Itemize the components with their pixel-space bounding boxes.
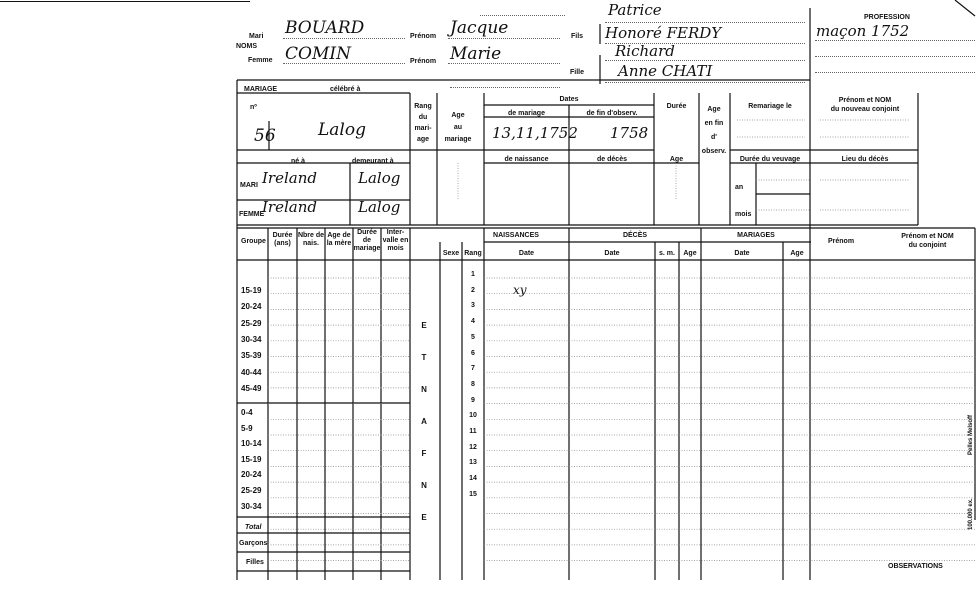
rank-number: 6 [471, 349, 475, 357]
label-naissances-date: Date [518, 250, 535, 257]
label-fils: Fils [571, 33, 584, 40]
label-sm: s. m. [659, 250, 675, 257]
label-duree-veuvage: Durée du veuvage [739, 156, 801, 163]
label-femme-row: FEMME [239, 211, 265, 218]
rank-number: 8 [471, 380, 475, 388]
label-dates: Dates [559, 96, 579, 103]
label-age-de-la-mere: Age de la mère [326, 232, 352, 247]
label-profession: PROFESSION [864, 14, 910, 21]
print-run: 100.000 ex. [968, 498, 974, 530]
age-group-label: 25-29 [241, 486, 262, 495]
rank-number: 10 [469, 412, 477, 420]
enfants-letter: F [421, 449, 427, 458]
age-group-label: 15-19 [241, 286, 262, 295]
label-rang-du-mariage: Rang du mari- age [414, 103, 432, 143]
fils-top: Patrice [608, 1, 662, 19]
mari-nom: BOUARD [285, 18, 365, 38]
enfants-letter: T [421, 353, 427, 362]
fils-1: Honoré FERDY [605, 24, 722, 42]
label-duree: Durée [666, 103, 687, 110]
rank-number: 4 [471, 318, 475, 326]
label-naissances: NAISSANCES [493, 232, 539, 239]
mariage-lieu: Lalog [318, 120, 366, 140]
rank-number: 15 [469, 490, 477, 498]
label-nbre-de-nais: Nbre de nais. [297, 232, 325, 247]
label-groupe: Groupe [241, 238, 266, 245]
enfants-letter: E [421, 513, 427, 522]
age-group-label: 40-44 [241, 367, 262, 377]
rank-number: 3 [471, 302, 475, 310]
label-celebre-a: célébré à [330, 86, 361, 93]
rank-number: 11 [469, 428, 477, 435]
label-an: an [735, 184, 744, 191]
age-group-label: 20-24 [241, 302, 262, 312]
label-prenom-femme: Prénom [410, 58, 437, 65]
top-left-rule [0, 1, 250, 2]
femme-ne-a: Ireland [262, 198, 317, 216]
label-de-naissance: de naissance [504, 156, 549, 163]
age-group-label: 0-4 [241, 408, 253, 417]
label-prenom-nom-nouveau: Prénom et NOM du nouveau conjoint [830, 97, 900, 113]
rank-number: 13 [469, 459, 477, 467]
femme-prenom: Marie [450, 44, 502, 64]
label-mariages: MARIAGES [737, 232, 775, 239]
label-age-au-mariage: Age au mariage [444, 112, 472, 143]
enfants-letter: E [421, 321, 427, 330]
label-sexe: Sexe [442, 250, 460, 257]
rank-number: 2 [471, 286, 475, 294]
label-mari-row: MARI [240, 182, 258, 189]
age-group-label: 25-29 [241, 318, 262, 328]
label-garcons: Garçons [239, 540, 268, 547]
mari-prenom: Jacque [450, 18, 509, 38]
mariage-no: 56 [254, 126, 276, 146]
enfants-letter: N [421, 385, 427, 394]
label-mariages-age: Age [790, 250, 804, 257]
label-ne-a: né à [291, 158, 306, 165]
label-deces-date: Date [604, 250, 620, 257]
label-age-fin-observ: Age en fin d' observ. [701, 106, 727, 155]
femme-demeurant-a: Lalog [358, 198, 401, 216]
label-de-fin-observ: de fin d'observ. [586, 110, 638, 117]
label-de-deces: de décès [597, 156, 627, 163]
age-group-label: 30-34 [241, 334, 262, 344]
label-no: nº [250, 104, 257, 111]
date-fin-observ: 1758 [610, 124, 649, 142]
label-remariage-le: Remariage le [748, 103, 792, 110]
fils-2: Richard [615, 42, 675, 60]
label-prenom-mari: Prénom [410, 33, 437, 40]
label-intervalle-en-mois: Inter- valle en mois [382, 229, 409, 252]
age-group-label: 15-19 [241, 454, 262, 464]
label-mariages-date: Date [734, 250, 750, 257]
mari-ne-a: Ireland [262, 169, 317, 187]
date-mariage: 13,11,1752 [492, 124, 578, 142]
rank-number: 14 [469, 475, 477, 483]
rank-number: 12 [469, 443, 477, 451]
age-group-label: 45-49 [241, 383, 262, 393]
printer-mark: Pelles Melsoff [968, 414, 974, 455]
age-group-label: 5-9 [241, 423, 253, 433]
mari-demeurant-a: Lalog [358, 169, 401, 187]
age-group-label: 10-14 [241, 439, 262, 449]
label-demeurant-a: demeurant à [352, 158, 394, 165]
rank-number: 5 [471, 333, 475, 341]
rank-number: 7 [471, 365, 475, 373]
label-mari: Mari [249, 33, 264, 40]
rank-number: 1 [471, 271, 475, 278]
label-total: Total [245, 524, 262, 531]
label-mariage: MARIAGE [244, 86, 278, 93]
label-filles: Filles [246, 559, 264, 566]
profession-value: maçon 1752 [816, 22, 910, 40]
enfants-letter: A [421, 417, 427, 426]
age-group-label: 30-34 [241, 501, 262, 511]
label-deces-age: Age [683, 250, 697, 257]
age-group-label: 35-39 [241, 351, 262, 361]
fille-1: Anne CHATI [618, 62, 713, 80]
label-duree-de-mariage: Durée de mariage [353, 229, 381, 252]
label-lieu-du-deces: Lieu du décès [841, 156, 889, 163]
label-femme: Femme [248, 57, 273, 64]
label-deces: DÉCÈS [622, 232, 648, 239]
age-group-label: 20-24 [241, 470, 262, 480]
label-duree-ans: Durée (ans) [272, 232, 293, 247]
label-mois: mois [735, 211, 752, 218]
label-fille: Fille [570, 69, 585, 76]
rank-number: 9 [471, 396, 475, 404]
label-prenom-col: Prénom [828, 238, 855, 245]
label-rang: Rang [464, 250, 482, 257]
naissance-rang2: xy [513, 283, 527, 297]
femme-nom: COMIN [285, 44, 351, 64]
enfants-letter: N [421, 481, 427, 490]
label-age-mid: Age [669, 156, 684, 163]
label-de-mariage: de mariage [508, 110, 545, 117]
label-noms: NOMS [236, 43, 257, 50]
label-observations: OBSERVATIONS [888, 563, 943, 570]
label-prenom-nom-conjoint: Prénom et NOM du conjoint [901, 233, 954, 249]
